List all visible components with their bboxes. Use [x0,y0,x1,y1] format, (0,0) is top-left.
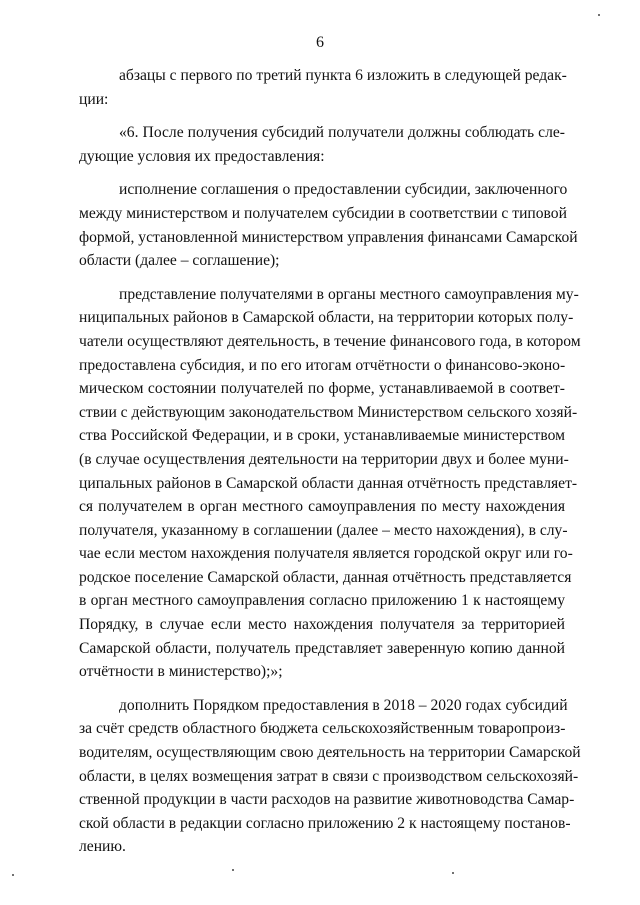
paragraph-agreement-condition [79,178,578,272]
text-line: родское поселение Самарской области, данная отчётность представляется [79,568,572,586]
text-line: ципальных районов в Самарской области данная отчётность представляет- [79,474,578,492]
text-line: Порядку, в случае если место нахождения получателя за территорией [79,616,565,634]
paragraph-item-6-intro [79,121,565,168]
document-body [79,64,581,869]
text-line: дующие условия их предоставления: [79,147,325,165]
text-line: получателя, указанному в соглашении (далее – место нахождения), в слу- [79,521,568,539]
text-line: исполнение соглашения о предоставлении субсидии, заключенного [119,181,568,199]
text-line: (в случае осуществления деятельности на территории двух и более муни- [79,450,569,468]
paragraph-amendment-intro [79,64,565,111]
text-line: водителям, осуществляющим свою деятельность на территории Самарской [79,744,581,762]
text-line: ся получателем в орган местного самоуправления по месту нахождения [79,498,565,516]
text-line: за счёт средств областного бюджета сельскохозяйственным товаропроиз- [79,720,566,738]
text-line: предоставлена субсидия, и по его итогам отчётности о финансово-эконо- [79,356,566,374]
paragraph-reporting-condition [79,283,581,684]
text-line: лению. [79,838,126,856]
scan-speck [232,869,234,871]
scan-speck [598,14,600,16]
paragraph-add-procedure [79,694,581,859]
text-line: ции: [79,90,109,108]
text-line: ственной продукции в части расходов на развитие животноводства Самар- [79,791,575,809]
text-line: мическом состоянии получателей по форме, устанавливаемой в соответ- [79,380,565,398]
text-line: ства Российской Федерации, и в сроки, устанавливаемые министерством [79,427,565,445]
text-line: в орган местного самоуправления согласно приложению 1 к настоящему [79,592,565,610]
text-line: отчётности в министерство);»; [79,663,283,681]
text-line: области, в целях возмещения затрат в связи с производством сельскохозяй- [79,767,579,785]
text-line: формой, установленной министерством управления финансами Самарской [79,228,578,246]
text-line: Самарской области, получатель представляет заверенную копию данной [79,639,565,657]
text-line: «6. После получения субсидий получатели должны соблюдать сле- [119,124,565,142]
text-line: чае если местом нахождения получателя является городской округ или го- [79,545,573,563]
scan-speck [452,872,454,874]
page-number: 6 [316,34,324,51]
text-line: ствии с действующим законодательством Министерством сельского хозяй- [79,403,578,421]
scan-speck [12,874,14,876]
text-line: области (далее – соглашение); [79,252,280,270]
text-line: дополнить Порядком предоставления в 2018 – 2020 годах субсидий [119,696,568,714]
text-line: чатели осуществляют деятельность, в течение финансового года, в котором [79,332,581,350]
text-line: абзацы с первого по третий пункта 6 изложить в следующей редак- [119,67,567,84]
text-line: между министерством и получателем субсидии в соответствии с типовой [79,204,567,222]
text-line: ской области в редакции согласно приложению 2 к настоящему постанов- [79,814,571,832]
text-line: ниципальных районов в Самарской области, на территории которых полу- [79,309,574,327]
text-line: представление получателями в органы местного самоуправления му- [119,285,579,303]
